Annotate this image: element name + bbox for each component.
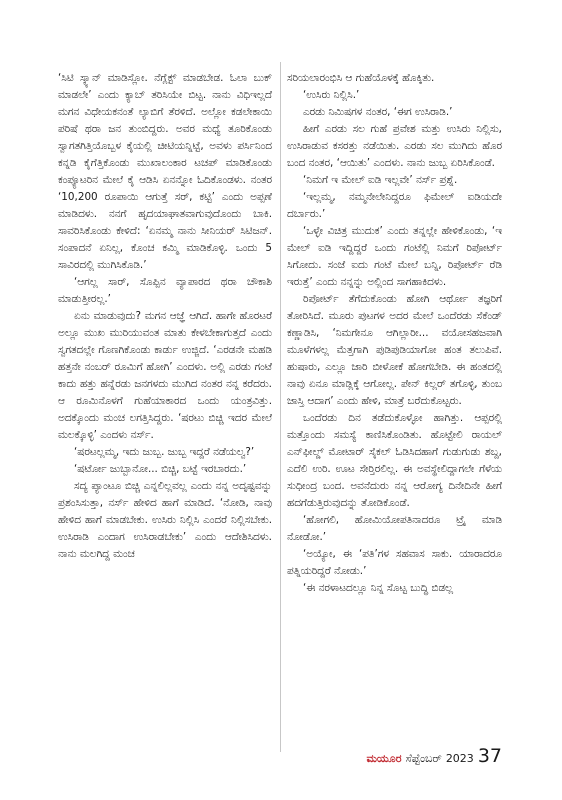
paragraph: ಒಂದೆರಡು ದಿನ ತಡೆದುಕೊಳ್ಳೋ ಹಾಗಿತ್ತು. ಆಪ್ಪರಲ್ಲಿ ಮತ್ತೊಂದು ಸಮಸ್ಯೆ ಕಾಣಿಸಿಕೊಂಡಿತು. ಹೊಟ್ಟೇಲಿ ರಾಯಲ್ ಎನ್‌ಫೀಲ್ಡ್ ಮೋಟಾರ್ ಸೈಕಲ್ ಓಡಿಸಿದಹಾಗೆ ಗುಡುಗುಡು ಶಬ್ದ, ಎದೆಲಿ ಉರಿ. ಊಟ ಸೇರ್‍ತಿರಲಿಲ್ಲ. ಈ ಅವಸ್ಥೇಲಿದ್ದಾಗಲೇ ಗೆಳೆಯ ಸುಧೀಂದ್ರ ಬಂದ. ಅವನೆದುರು ನನ್ನ ಆರೋಗ್ಯ ದಿನೇದಿನೇ ಹೀಗೆ ಹದಗೆಡುತ್ತಿರುವುದನ್ನು ತೋಡಿಕೊಂಡೆ. xyxy=(287,412,502,509)
left-text-column xyxy=(58,70,272,563)
paragraph: ಸರಿಯಲಾರಂಭಿಸಿ ಆ ಗುಹೆಯೊಳಕ್ಕೆ ಹೊಕ್ಕಿತು. xyxy=(287,72,435,84)
paragraph: ‘ಸಿಟಿ ಸ್ಕ್ಯಾನ್ ಮಾಡಿಸ್ಲೋ. ನೆಗ್ಲೆಕ್ಟ್ ಮಾಡಬೇಡ. ಓಲಾ ಬುಕ್ ಮಾಡಲೇ’ ಎಂದು ಕ್ಯಾಬ್ ತರಿಸಿಯೇ ಬಿಟ್ಟ. ನಾನು ವಿಧಿಇಲ್ಲದೆ ಮಗನ ವಿಧೇಯಕನಂತೆ ಲ್ಯಾಬಿಗೆ ತೆರಳಿದೆ. ಅಲ್ಲೋ ಕಡಲೇಕಾಯಿ ಪರಿಷೆ ಥರಾ ಜನ ತುಂಬಿದ್ದರು. ಅವರ ಮಧ್ಯೆ ತೂರಿಕೊಂಡು ಸ್ವಾಗತಗಿತ್ತಿಯೊಬ್ಬಳ ಕೈಯಲ್ಲಿ ಚೀಟಿಯನ್ನಿಟ್ಟೆ, ಅವಳು ಪರ್ಸಿನಿಂದ ಕನ್ನಡಿ ಕೈಗೆತ್ತಿಕೊಂಡು ಮುಖಾಲಂಕಾರ ಟಚಪ್ ಮಾಡಿಕೊಂಡು ಕಂಪ್ಯೂಟರಿನ ಮೇಲೆ ಕೈ ಆಡಿಸಿ ಏನನ್ನೋ ಓದಿಕೊಂಡಳು. ನಂತರ ‘10,200 ರೂಪಾಯಿ ಆಗುತ್ತೆ ಸರ್, ಕಟ್ಟಿ’ ಎಂದು ಅಪ್ಪಣೆ ಮಾಡಿದಳು. ನನಗೆ ಹೃದಯಾಘಾತವಾಗುವುದೊಂದು ಬಾಕಿ. ಸಾವರಿಸಿಕೊಂಡು ಕೇಳಿದೆ: ‘ಏನಮ್ಮ ನಾನು ಸೀನಿಯರ್ ಸಿಟಿಜನ್. ಸಂಪಾದನೆ ಏನಿಲ್ಲ, ಕೊಂಚ ಕಮ್ಮಿ ಮಾಡಿಕೊಳ್ಳಿ. ಒಂದು 5 ಸಾವಿರದಲ್ಲಿ ಮುಗಿಸಿಕೊಡಿ.’ xyxy=(58,72,272,271)
paragraph: ‘ಅಯ್ಯೋ, ಈ ‘ಪತಿ’ಗಳ ಸಹವಾಸ ಸಾಕು. ಯಾರಾದರೂ ಪತ್ನಿಯರಿದ್ದರೆ ನೋಡು.’ xyxy=(287,548,502,577)
magazine-name: ಮಯೂರ xyxy=(366,752,402,765)
issue-year: 2023 xyxy=(445,752,474,765)
right-text-column xyxy=(287,70,502,597)
page-number: 37 xyxy=(477,745,502,767)
paragraph: ‘ಷರ್ಟೋ ಜುಬ್ಬಾನೋ... ಬಿಚ್ಚಿ, ಬಟ್ಟೆ ಇರಬಾರದು.’ xyxy=(74,463,247,475)
paragraph: ‘ಒಳ್ಳೇ ವಿಚಿತ್ರ ಮುದುಕ’ ಎಂದು ತನ್ನಲ್ಲೇ ಹೇಳಿಕೊಂಡು, ‘ಇ ಮೇಲ್ ಐಡಿ ಇದ್ದಿದ್ದರೆ ಒಂದು ಗಂಟೆಲ್ಲಿ ನಿಮಗೆ ರಿಪೋರ್ಟ್ ಸಿಗೋದು. ಸಂಜೆ ಐದು ಗಂಟೆ ಮೇಲೆ ಬನ್ನಿ, ರಿಪೋರ್ಟ್ ರೆಡಿ ಇರುತ್ತೆ’ ಎಂದು ನನ್ನನ್ನು ಅಲ್ಲಿಂದ ಸಾಗಹಾಕಿದಳು. xyxy=(287,225,502,288)
paragraph: ‘ಹೋಗಲಿ, ಹೋಮಿಯೋಪತಿನಾದರೂ ಟ್ರೈ ಮಾಡಿ ನೋಡೋ.’ xyxy=(287,514,502,543)
paragraph: ಏನು ಮಾಡುವುದು? ಮಗನ ಆಜ್ಞೆ ಆಗಿದೆ. ಹಾಗೇ ಹೊರಟರೆ ಅಲ್ಲೂ ಮುಖ ಮುರಿಯುವಂತ ಮಾತು ಕೇಳಬೇಕಾಗುತ್ತದೆ ಎಂದು ಸ್ವಗತದಲ್ಲೇ ಗೊಣಗಿಕೊಂಡು ಕಾರ್ಡು ಉಜ್ಜಿದೆ. ‘ಎರಡನೇ ಮಹಡಿ ಹತ್ತನೇ ನಂಬರ್ ರೂಮಿಗೆ ಹೋಗಿ’ ಎಂದಳು. ಅಲ್ಲಿ ಎರಡು ಗಂಟೆ ಕಾದು ಹತ್ತು ಹನ್ನೆರಡು ಜನಗಳದು ಮುಗಿದ ನಂತರ ನನ್ನ ಕರೆದರು. ಆ ರೂಮಿನೊಳಗೆ ಗುಹೆಯಾಕಾರದ ಒಂದು ಯಂತ್ರವಿತ್ತು. ಅದಕ್ಕೊಂದು ಮಂಚ ಲಗತ್ತಿಸಿದ್ದರು. ‘ಷರಟು ಬಿಚ್ಚಿ ಇದರ ಮೇಲೆ ಮಲಕ್ಕೊಳ್ಳಿ’ ಎಂದಳು ನರ್ಸ್. xyxy=(58,310,272,441)
paragraph: ‘ಇಲ್ಲಮ್ಮ, ನಮ್ಮನೇಲೇನಿದ್ದರೂ ಫಿಮೇಲ್ ಐಡಿಯದೇ ದರ್ಬಾರು.’ xyxy=(287,191,502,220)
issue-month: ಸೆಪ್ಟೆಂಬರ್ xyxy=(405,752,442,765)
paragraph: ‘ಈ ನರಳಾಟದಲ್ಲೂ ನಿನ್ನ ಸೊಟ್ಟ ಬುದ್ಧಿ ಬಿಡಲ್ಲ xyxy=(303,582,454,594)
page-footer xyxy=(366,745,502,767)
column-divider xyxy=(280,62,281,752)
paragraph: ‘ಆಗಲ್ಲ ಸಾರ್, ಸೊಪ್ಪಿನ ವ್ಯಾಪಾರದ ಥರಾ ಚೌಕಾಶಿ ಮಾಡುತ್ತೀರಲ್ಲ.’ xyxy=(58,276,272,305)
paragraph: ಹೀಗೆ ಎರಡು ಸಲ ಗುಹೆ ಪ್ರವೇಶ ಮತ್ತು ಉಸಿರು ನಿಲ್ಲಿಸು, ಉಸಿರಾಡುವ ಕಸರತ್ತು ನಡೆಯಿತು. ಎರಡು ಸಲ ಮುಗಿದು ಹೊರ ಬಂದ ನಂತರ, ‘ಆಯಿತು’ ಎಂದಳು. ನಾನು ಜುಬ್ಬ ಏರಿಸಿಕೊಂಡೆ. xyxy=(287,123,502,169)
paragraph: ಎರಡು ನಿಮಿಷಗಳ ನಂತರ, ‘ಈಗ ಉಸಿರಾಡಿ.’ xyxy=(303,106,453,118)
paragraph: ರಿಪೋರ್ಟ್ ತೆಗೆದುಕೊಂಡು ಹೋಗಿ ಆರ್ಥೋ ತಜ್ಞರಿಗೆ ತೋರಿಸಿದೆ. ಮೂರು ಪುಟಗಳ ಅದರ ಮೇಲೆ ಒಂದೆರಡು ಸೆಕೆಂಡ್ ಕಣ್ಣಾಡಿಸಿ, ‘ನಿಮಗೇನೂ ಆಗಿಲ್ಲಾರೀ... ವಯೋಸಹಜವಾಗಿ ಮೂಳೆಗಳಲ್ಲ ಮೆತ್ತಗಾಗಿ ಪುಡಿಪುಡಿಯಾಗೋ ಹಂತ ತಲುಪಿವೆ. ಹುಷಾರು, ಎಲ್ಲೂ ಜಾರಿ ಬೀಳೋಕೆ ಹೋಗಬೇಡಿ. ಈ ಹಂತದಲ್ಲಿ ನಾವು ಏನೂ ಮಾಡ್ಲಿಕ್ಕೆ ಆಗೋಲ್ಲ. ಪೇನ್ ಕಿಲ್ಲರ್ ತಗೊಳ್ಳಿ, ತುಂಬ ಜಾಸ್ತಿ ಆದಾಗ’ ಎಂದು ಹೇಳಿ, ಮಾತ್ರೆ ಬರೆದುಕೊಟ್ಟರು. xyxy=(287,293,502,407)
paragraph: ‘ಉಸಿರು ನಿಲ್ಲಿಸಿ.’ xyxy=(303,89,360,101)
paragraph: ‘ನಿಮಗೆ ಇ ಮೇಲ್ ಐಡಿ ಇಲ್ಲವೇ’ ನರ್ಸ್ ಪ್ರಶ್ನೆ. xyxy=(303,174,458,186)
paragraph: ‘ಷರಟಲ್ಲಮ್ಮ, ಇದು ಜುಬ್ಬ. ಜುಬ್ಬ ಇದ್ದರೆ ನಡೆಯಲ್ವ?’ xyxy=(74,446,255,458)
paragraph: ಸದ್ಯ ಪ್ಯಾಂಟೂ ಬಿಚ್ಚಿ ಎನ್ನಲಿಲ್ಲವಲ್ಲ ಎಂದು ನನ್ನ ಅದೃಷ್ಟವನ್ನು ಪ್ರಶಂಸಿಸುತ್ತಾ, ನರ್ಸ್ ಹೇಳಿದ ಹಾಗೆ ಮಾಡಿದೆ. ‘ನೋಡಿ, ನಾವು ಹೇಳಿದ ಹಾಗೆ ಮಾಡಬೇಕು. ಉಸಿರು ನಿಲ್ಲಿಸಿ ಎಂದರೆ ನಿಲ್ಲಿಸಬೇಕು. ಉಸಿರಾಡಿ ಎಂದಾಗ ಉಸಿರಾಡಬೇಕು’ ಎಂದು ಆದೇಶಿಸಿದಳು. ನಾನು ಮಲಗಿದ್ದ ಮಂಚ xyxy=(58,480,272,560)
